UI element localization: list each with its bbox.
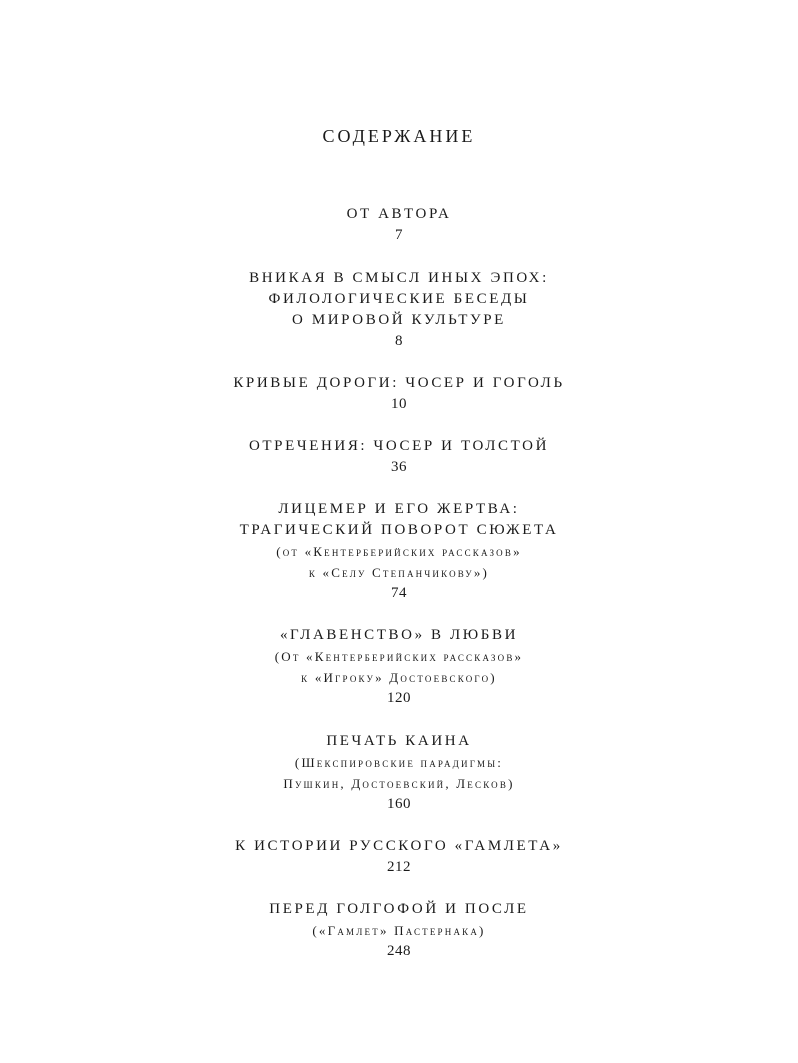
toc-page-number: 120 bbox=[387, 690, 411, 706]
toc-entry-subtitle: к «Игроку» Достоевского) bbox=[301, 670, 497, 685]
toc-entry-subtitle: («Гамлет» Пастернака) bbox=[312, 923, 486, 938]
toc-entry-subtitle: Пушкин, Достоевский, Лесков) bbox=[283, 776, 515, 791]
page-title: СОДЕРЖАНИЕ bbox=[322, 126, 476, 146]
toc-entry-title: «ГЛАВЕНСТВО» В ЛЮБВИ bbox=[279, 627, 519, 643]
toc-entry bbox=[0, 836, 798, 878]
toc-page-number: 248 bbox=[387, 943, 411, 959]
toc-entry-title: ФИЛОЛОГИЧЕСКИЕ БЕСЕДЫ bbox=[268, 291, 530, 307]
toc-entry bbox=[0, 268, 798, 352]
toc-entry-title: ОТ АВТОРА bbox=[346, 206, 452, 222]
toc-entry-title: КРИВЫЕ ДОРОГИ: ЧОСЕР И ГОГОЛЬ bbox=[233, 375, 565, 391]
toc-entry bbox=[0, 204, 798, 246]
toc-page-number: 36 bbox=[391, 459, 407, 475]
toc-entry-title: ПЕЧАТЬ КАИНА bbox=[326, 733, 472, 749]
toc-entry-subtitle: (От «Кентерберийских рассказов» bbox=[274, 649, 524, 664]
toc-entry-subtitle: (Шекспировские парадигмы: bbox=[294, 755, 504, 770]
toc-entry-title: О МИРОВОЙ КУЛЬТУРЕ bbox=[292, 312, 506, 328]
toc-entry-title: ТРАГИЧЕСКИЙ ПОВОРОТ СЮЖЕТА bbox=[239, 522, 559, 538]
toc-entry-title: ПЕРЕД ГОЛГОФОЙ И ПОСЛЕ bbox=[269, 901, 529, 917]
toc-entry bbox=[0, 436, 798, 478]
toc-entry-subtitle: к «Селу Степанчикову») bbox=[308, 565, 490, 580]
toc-entry bbox=[0, 625, 798, 709]
toc-entry-title: ЛИЦЕМЕР И ЕГО ЖЕРТВА: bbox=[278, 501, 520, 517]
toc-page-number: 8 bbox=[395, 333, 403, 349]
toc-entry bbox=[0, 899, 798, 962]
toc-page-number: 160 bbox=[387, 796, 411, 812]
toc-entry-title: К ИСТОРИИ РУССКОГО «ГАМЛЕТА» bbox=[235, 838, 563, 854]
toc-entry-title: ОТРЕЧЕНИЯ: ЧОСЕР И ТОЛСТОЙ bbox=[248, 438, 550, 454]
toc-entry bbox=[0, 499, 798, 604]
toc-entry-title: ВНИКАЯ В СМЫСЛ ИНЫХ ЭПОХ: bbox=[249, 270, 549, 286]
toc-entry bbox=[0, 373, 798, 415]
toc-page-number: 10 bbox=[391, 396, 407, 412]
toc-page-number: 212 bbox=[387, 859, 411, 875]
toc-entry-subtitle: (от «Кентерберийских рассказов» bbox=[276, 544, 522, 559]
toc-page-number: 74 bbox=[391, 585, 407, 601]
toc-page-number: 7 bbox=[395, 227, 403, 243]
toc-entry bbox=[0, 731, 798, 815]
